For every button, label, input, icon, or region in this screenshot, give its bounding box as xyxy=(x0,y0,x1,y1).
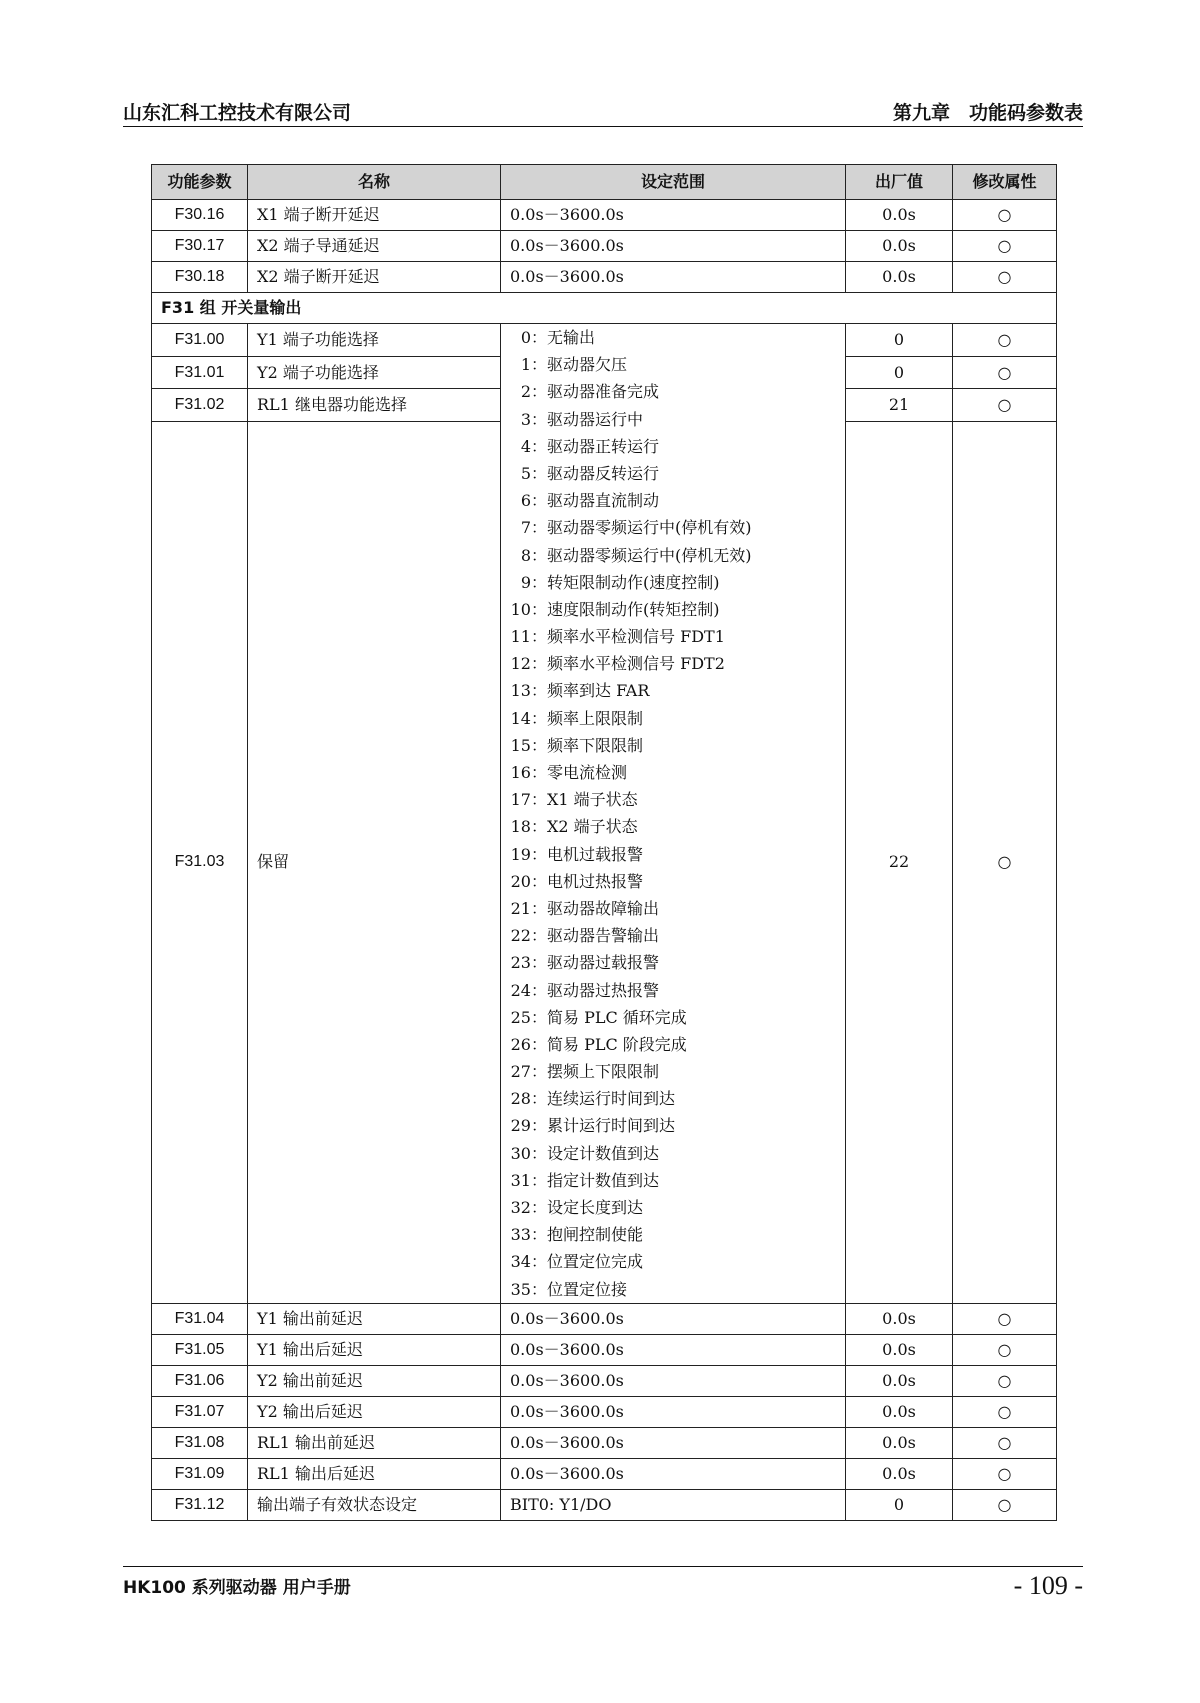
param-attr: ○ xyxy=(953,389,1057,422)
option-item xyxy=(510,1194,836,1221)
option-text: 驱动器零频运行中(停机有效) xyxy=(547,518,752,538)
param-default: 0.0s xyxy=(846,262,953,293)
param-attr: ○ xyxy=(953,262,1057,293)
option-number: 6： xyxy=(520,491,547,511)
param-default: 0.0s xyxy=(846,1334,953,1365)
table-row xyxy=(152,324,1057,357)
param-code: F30.17 xyxy=(152,231,248,262)
param-name: 保留 xyxy=(248,422,501,1304)
table-row xyxy=(152,1458,1057,1489)
table-row xyxy=(152,1427,1057,1458)
param-default: 22 xyxy=(846,422,953,1304)
param-code: F31.04 xyxy=(152,1303,248,1334)
option-item xyxy=(510,1276,836,1303)
option-item xyxy=(510,1058,836,1085)
option-item xyxy=(510,324,836,351)
option-text: 位置定位接 xyxy=(547,1279,628,1299)
param-range: BIT0: Y1/DO xyxy=(501,1489,846,1520)
param-range: 0.0s－3600.0s xyxy=(501,262,846,293)
table-row xyxy=(152,1303,1057,1334)
option-item xyxy=(510,569,836,596)
option-item xyxy=(510,868,836,895)
option-item xyxy=(510,977,836,1004)
param-name: Y2 端子功能选择 xyxy=(248,356,501,389)
option-text: 驱动器正转运行 xyxy=(547,436,660,456)
param-attr: ○ xyxy=(953,356,1057,389)
param-attr: ○ xyxy=(953,422,1057,1304)
option-text: 驱动器直流制动 xyxy=(547,491,660,511)
option-text: 抱闸控制使能 xyxy=(547,1225,644,1245)
param-name: X2 端子导通延迟 xyxy=(248,231,501,262)
option-item xyxy=(510,786,836,813)
param-range: 0.0s－3600.0s xyxy=(501,231,846,262)
option-text: 驱动器过载报警 xyxy=(547,953,660,973)
option-number: 16： xyxy=(510,763,547,782)
option-item xyxy=(510,732,836,759)
option-number: 20： xyxy=(510,871,547,891)
param-code: F30.18 xyxy=(152,262,248,293)
table-row xyxy=(152,1334,1057,1365)
param-name: X2 端子断开延迟 xyxy=(248,262,501,293)
option-number: 32： xyxy=(510,1198,547,1217)
param-attr: ○ xyxy=(953,1458,1057,1489)
option-number: 12： xyxy=(510,654,547,674)
option-text: 频率上限限制 xyxy=(547,708,644,728)
option-text: 简易 PLC 阶段完成 xyxy=(547,1034,687,1054)
option-item xyxy=(510,759,836,786)
option-text: 速度限制动作(转矩控制) xyxy=(547,599,720,619)
option-text: 驱动器准备完成 xyxy=(547,382,660,402)
option-item xyxy=(510,922,836,949)
option-number: 28： xyxy=(510,1089,547,1109)
col-header-range: 设定范围 xyxy=(501,165,846,200)
param-code: F31.08 xyxy=(152,1427,248,1458)
param-code: F31.06 xyxy=(152,1365,248,1396)
option-text: 驱动器过热报警 xyxy=(547,980,660,1000)
param-name: Y1 输出前延迟 xyxy=(248,1303,501,1334)
option-number: 0： xyxy=(520,328,547,347)
option-item xyxy=(510,1085,836,1112)
option-text: 连续运行时间到达 xyxy=(547,1089,676,1109)
option-number: 19： xyxy=(510,844,547,864)
param-default: 0.0s xyxy=(846,1427,953,1458)
table-header-row xyxy=(152,165,1057,200)
param-attr: ○ xyxy=(953,1396,1057,1427)
param-default: 0.0s xyxy=(846,200,953,231)
option-number: 27： xyxy=(510,1062,547,1082)
param-name: RL1 输出前延迟 xyxy=(248,1427,501,1458)
option-item xyxy=(510,841,836,868)
option-item xyxy=(510,1248,836,1275)
option-item xyxy=(510,378,836,405)
param-code: F31.12 xyxy=(152,1489,248,1520)
option-item xyxy=(510,433,836,460)
param-attr: ○ xyxy=(953,1334,1057,1365)
option-text: 指定计数值到达 xyxy=(547,1170,660,1190)
param-name: Y2 输出前延迟 xyxy=(248,1365,501,1396)
option-text: 频率下限限制 xyxy=(547,735,644,755)
table-row xyxy=(152,200,1057,231)
option-list xyxy=(510,324,836,1303)
param-code: F31.01 xyxy=(152,356,248,389)
option-item xyxy=(510,895,836,922)
option-item xyxy=(510,542,836,569)
option-number: 5： xyxy=(520,463,547,483)
option-number: 3： xyxy=(520,409,547,429)
option-text: 无输出 xyxy=(547,328,596,347)
option-number: 34： xyxy=(510,1252,547,1272)
param-default: 0.0s xyxy=(846,231,953,262)
option-text: 位置定位完成 xyxy=(547,1252,644,1272)
option-text: 转矩限制动作(速度控制) xyxy=(547,572,720,592)
manual-title: HK100 系列驱动器 用户手册 xyxy=(123,1578,351,1598)
param-default: 0.0s xyxy=(846,1303,953,1334)
option-text: 设定计数值到达 xyxy=(547,1143,660,1163)
param-attr: ○ xyxy=(953,231,1057,262)
option-text: 驱动器运行中 xyxy=(547,409,644,429)
param-code: F30.16 xyxy=(152,200,248,231)
param-range: 0.0s－3600.0s xyxy=(501,1334,846,1365)
option-item xyxy=(510,596,836,623)
option-number: 7： xyxy=(520,518,547,538)
option-number: 10： xyxy=(510,599,547,619)
param-default: 0.0s xyxy=(846,1365,953,1396)
option-number: 21： xyxy=(510,898,547,918)
param-code: F31.05 xyxy=(152,1334,248,1365)
option-text: 驱动器欠压 xyxy=(547,355,628,375)
option-number: 11： xyxy=(510,627,547,647)
option-text: 频率水平检测信号 FDT2 xyxy=(547,654,725,674)
group-row xyxy=(152,293,1057,324)
option-item xyxy=(510,623,836,650)
table-row xyxy=(152,262,1057,293)
option-number: 23： xyxy=(510,953,547,973)
page-footer xyxy=(123,1566,1083,1617)
option-item xyxy=(510,1221,836,1248)
param-default: 0 xyxy=(846,356,953,389)
table-row xyxy=(152,1365,1057,1396)
param-attr: ○ xyxy=(953,1489,1057,1520)
option-number: 22： xyxy=(510,926,547,946)
param-code: F31.07 xyxy=(152,1396,248,1427)
param-name: Y1 端子功能选择 xyxy=(248,324,501,357)
option-number: 1： xyxy=(520,355,547,375)
option-number: 33： xyxy=(510,1225,547,1245)
option-item xyxy=(510,949,836,976)
param-name: 输出端子有效状态设定 xyxy=(248,1489,501,1520)
option-item xyxy=(510,1031,836,1058)
param-range: 0.0s－3600.0s xyxy=(501,1427,846,1458)
option-text: 设定长度到达 xyxy=(547,1198,644,1217)
option-text: 简易 PLC 循环完成 xyxy=(547,1007,687,1027)
option-item xyxy=(510,650,836,677)
param-attr: ○ xyxy=(953,1365,1057,1396)
param-default: 21 xyxy=(846,389,953,422)
option-item xyxy=(510,1112,836,1139)
option-item xyxy=(510,1140,836,1167)
option-number: 25： xyxy=(510,1007,547,1027)
param-default: 0.0s xyxy=(846,1396,953,1427)
option-item xyxy=(510,460,836,487)
company-name: 山东汇科工控技术有限公司 xyxy=(123,102,352,124)
option-text: X1 端子状态 xyxy=(547,790,638,810)
option-number: 15： xyxy=(510,735,547,755)
option-number: 31： xyxy=(510,1170,547,1190)
option-number: 9： xyxy=(520,572,547,592)
param-range: 0.0s－3600.0s xyxy=(501,1458,846,1489)
param-default: 0.0s xyxy=(846,1458,953,1489)
option-text: 驱动器反转运行 xyxy=(547,463,660,483)
option-number: 29： xyxy=(510,1116,547,1136)
param-name: X1 端子断开延迟 xyxy=(248,200,501,231)
option-text: 驱动器告警输出 xyxy=(547,926,660,946)
group-title: F31 组 开关量输出 xyxy=(152,293,1057,324)
option-text: 驱动器零频运行中(停机无效) xyxy=(547,545,752,565)
param-attr: ○ xyxy=(953,200,1057,231)
option-number: 13： xyxy=(510,681,547,701)
param-name: RL1 继电器功能选择 xyxy=(248,389,501,422)
option-number: 17： xyxy=(510,790,547,810)
page-number: - 109 - xyxy=(1013,1571,1083,1600)
option-text: 频率水平检测信号 FDT1 xyxy=(547,627,725,647)
table-row xyxy=(152,1396,1057,1427)
option-number: 30： xyxy=(510,1143,547,1163)
option-item xyxy=(510,1004,836,1031)
option-number: 14： xyxy=(510,708,547,728)
function-option-list xyxy=(501,324,846,1304)
option-item xyxy=(510,813,836,840)
option-number: 26： xyxy=(510,1034,547,1054)
option-item xyxy=(510,677,836,704)
param-name: Y1 输出后延迟 xyxy=(248,1334,501,1365)
option-text: X2 端子状态 xyxy=(547,817,638,837)
param-range: 0.0s－3600.0s xyxy=(501,1303,846,1334)
page-header xyxy=(123,92,1083,127)
param-range: 0.0s－3600.0s xyxy=(501,1396,846,1427)
col-header-code: 功能参数 xyxy=(152,165,248,200)
option-text: 频率到达 FAR xyxy=(547,681,650,701)
option-item xyxy=(510,406,836,433)
param-default: 0 xyxy=(846,1489,953,1520)
option-number: 24： xyxy=(510,980,547,1000)
param-range: 0.0s－3600.0s xyxy=(501,200,846,231)
param-code: F31.02 xyxy=(152,389,248,422)
param-attr: ○ xyxy=(953,324,1057,357)
option-text: 电机过载报警 xyxy=(547,844,644,864)
option-number: 18： xyxy=(510,817,547,837)
option-number: 2： xyxy=(520,382,547,402)
option-text: 累计运行时间到达 xyxy=(547,1116,676,1136)
parameter-table xyxy=(151,164,1057,1521)
option-number: 4： xyxy=(520,436,547,456)
param-attr: ○ xyxy=(953,1303,1057,1334)
param-range: 0.0s－3600.0s xyxy=(501,1365,846,1396)
param-code: F31.03 xyxy=(152,422,248,1304)
param-default: 0 xyxy=(846,324,953,357)
option-text: 电机过热报警 xyxy=(547,871,644,891)
option-text: 零电流检测 xyxy=(547,763,628,782)
table-row xyxy=(152,231,1057,262)
col-header-name: 名称 xyxy=(248,165,501,200)
option-item xyxy=(510,705,836,732)
option-item xyxy=(510,351,836,378)
option-number: 8： xyxy=(520,545,547,565)
param-code: F31.09 xyxy=(152,1458,248,1489)
col-header-attr: 修改属性 xyxy=(953,165,1057,200)
param-attr: ○ xyxy=(953,1427,1057,1458)
col-header-default: 出厂值 xyxy=(846,165,953,200)
option-item xyxy=(510,1167,836,1194)
option-number: 35： xyxy=(510,1279,547,1299)
param-name: RL1 输出后延迟 xyxy=(248,1458,501,1489)
option-text: 摆频上下限限制 xyxy=(547,1062,660,1082)
option-item xyxy=(510,487,836,514)
param-code: F31.00 xyxy=(152,324,248,357)
option-item xyxy=(510,514,836,541)
param-name: Y2 输出后延迟 xyxy=(248,1396,501,1427)
option-text: 驱动器故障输出 xyxy=(547,898,660,918)
table-row xyxy=(152,1489,1057,1520)
chapter-title: 第九章 功能码参数表 xyxy=(892,102,1083,124)
